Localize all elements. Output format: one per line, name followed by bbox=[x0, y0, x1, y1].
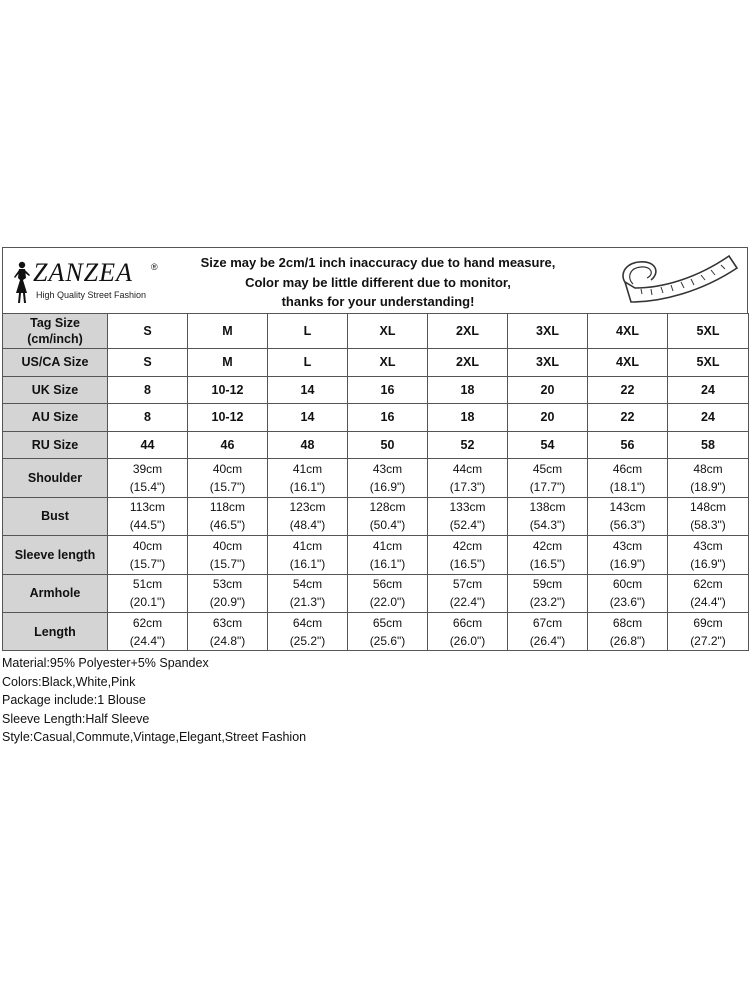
measurement-cm: 45cm bbox=[532, 462, 563, 477]
size-cell: 24 bbox=[668, 376, 749, 404]
tag-size-label-line-2: (cm/inch) bbox=[27, 332, 83, 346]
measurement-cell bbox=[348, 612, 428, 650]
measurement-cell bbox=[188, 536, 268, 574]
size-cell: 3XL bbox=[508, 349, 588, 377]
size-cell: 2XL bbox=[428, 349, 508, 377]
measurement-cell bbox=[428, 497, 508, 535]
measurement-cell bbox=[428, 459, 508, 497]
measurement-cm: 51cm bbox=[132, 577, 163, 592]
size-cell: 46 bbox=[188, 431, 268, 459]
size-cell: 5XL bbox=[668, 349, 749, 377]
tag-size-cell: M bbox=[188, 314, 268, 349]
size-conversion-row bbox=[3, 431, 749, 459]
spec-sleeve-length: Sleeve Length:Half Sleeve bbox=[2, 711, 150, 726]
measurement-inch: (21.3") bbox=[289, 595, 326, 610]
measurement-cm: 60cm bbox=[612, 577, 643, 592]
size-cell: 56 bbox=[588, 431, 668, 459]
measurement-inch: (26.0") bbox=[449, 633, 486, 648]
measurement-cm: 41cm bbox=[292, 538, 323, 553]
measurement-cm: 48cm bbox=[693, 462, 723, 477]
tag-size-cell: 4XL bbox=[588, 314, 668, 349]
tag-size-cell: 3XL bbox=[508, 314, 588, 349]
size-cell: 54 bbox=[508, 431, 588, 459]
measurement-inch: (16.1") bbox=[289, 480, 326, 495]
measurement-cm: 40cm bbox=[212, 538, 243, 553]
measurement-cm: 65cm bbox=[372, 615, 403, 630]
measurement-inch: (24.4") bbox=[690, 595, 726, 610]
measurement-cm: 57cm bbox=[452, 577, 483, 592]
measurement-inch: (23.2") bbox=[529, 595, 566, 610]
tag-size-cell: XL bbox=[348, 314, 428, 349]
measurement-cell bbox=[188, 612, 268, 650]
measurement-notice bbox=[183, 253, 573, 312]
measurement-row bbox=[3, 536, 749, 574]
measurement-cell bbox=[268, 612, 348, 650]
brand-logo bbox=[9, 256, 179, 306]
size-cell: L bbox=[268, 349, 348, 377]
measurement-cm: 69cm bbox=[693, 615, 723, 630]
measurement-inch: (44.5") bbox=[129, 518, 166, 533]
measurement-cm: 118cm bbox=[209, 500, 246, 515]
measurement-cm: 63cm bbox=[212, 615, 243, 630]
measurement-inch: (15.4") bbox=[129, 480, 166, 495]
size-cell: 18 bbox=[428, 404, 508, 432]
size-cell: 20 bbox=[508, 404, 588, 432]
size-cell: 16 bbox=[348, 376, 428, 404]
size-cell: 24 bbox=[668, 404, 749, 432]
tag-size-cell: S bbox=[108, 314, 188, 349]
measurement-cell bbox=[588, 574, 668, 612]
measurement-inch: (18.1") bbox=[609, 480, 646, 495]
notice-line-2: Color may be little different due to monitor, bbox=[245, 274, 511, 290]
size-cell: 58 bbox=[668, 431, 749, 459]
tag-size-label-line-1: Tag Size bbox=[30, 316, 80, 330]
size-cell: 22 bbox=[588, 376, 668, 404]
measurement-inch: (46.5") bbox=[209, 518, 246, 533]
measurement-inch: (16.9") bbox=[609, 556, 646, 571]
measurement-cell bbox=[348, 497, 428, 535]
size-cell: 20 bbox=[508, 376, 588, 404]
brand-tagline: High Quality Street Fashion bbox=[36, 290, 147, 300]
measurement-cm: 143cm bbox=[609, 500, 646, 515]
measurement-cm: 59cm bbox=[532, 577, 563, 592]
chart-header bbox=[2, 247, 748, 313]
measurement-cm: 62cm bbox=[693, 577, 723, 592]
measurement-inch: (52.4") bbox=[449, 518, 486, 533]
size-cell: 10-12 bbox=[188, 376, 268, 404]
size-chart bbox=[2, 247, 748, 746]
measurement-cm: 41cm bbox=[292, 462, 323, 477]
measurement-cell bbox=[588, 612, 668, 650]
tag-size-label bbox=[3, 314, 108, 349]
size-cell: 8 bbox=[108, 376, 188, 404]
size-conversion-row bbox=[3, 349, 749, 377]
measurement-inch: (22.0") bbox=[369, 595, 406, 610]
measurement-cell bbox=[668, 497, 749, 535]
row-label: RU Size bbox=[3, 431, 108, 459]
measurement-cell bbox=[508, 536, 588, 574]
spec-style: Style:Casual,Commute,Vintage,Elegant,Street Fashion bbox=[2, 729, 307, 744]
measurement-cell bbox=[508, 497, 588, 535]
measurement-inch: (20.1") bbox=[129, 595, 166, 610]
tag-size-cell: 2XL bbox=[428, 314, 508, 349]
measurement-cell bbox=[348, 536, 428, 574]
size-cell: 14 bbox=[268, 404, 348, 432]
measurement-row bbox=[3, 459, 749, 497]
spec-material: Material:95% Polyester+5% Spandex bbox=[2, 656, 209, 671]
measurement-inch: (25.2") bbox=[289, 633, 326, 648]
measurement-cell bbox=[348, 459, 428, 497]
size-cell: 4XL bbox=[588, 349, 668, 377]
measurement-cell bbox=[188, 459, 268, 497]
measurement-inch: (15.7") bbox=[209, 480, 246, 495]
measurement-inch: (16.1") bbox=[289, 556, 326, 571]
measurement-cell bbox=[428, 612, 508, 650]
measurement-cm: 44cm bbox=[452, 462, 483, 477]
size-cell: 52 bbox=[428, 431, 508, 459]
measurement-cm: 41cm bbox=[372, 538, 403, 553]
measurement-cell bbox=[268, 536, 348, 574]
size-cell: 14 bbox=[268, 376, 348, 404]
size-cell: 8 bbox=[108, 404, 188, 432]
row-label: Armhole bbox=[3, 574, 108, 612]
measurement-inch: (26.8") bbox=[609, 633, 646, 648]
tag-size-row bbox=[3, 314, 749, 349]
measurement-inch: (16.5") bbox=[529, 556, 566, 571]
measurement-cm: 43cm bbox=[372, 462, 403, 477]
measurement-cell bbox=[508, 574, 588, 612]
row-label: Sleeve length bbox=[3, 536, 108, 574]
size-cell: 50 bbox=[348, 431, 428, 459]
measurement-inch: (58.3") bbox=[690, 518, 726, 533]
size-cell: 22 bbox=[588, 404, 668, 432]
measurement-cm: 56cm bbox=[372, 577, 403, 592]
measurement-inch: (54.3") bbox=[529, 518, 566, 533]
measurement-cell bbox=[188, 497, 268, 535]
size-cell: 16 bbox=[348, 404, 428, 432]
measurement-cell bbox=[588, 536, 668, 574]
measurement-cell bbox=[588, 459, 668, 497]
measurement-inch: (50.4") bbox=[369, 518, 406, 533]
size-table bbox=[2, 313, 749, 651]
measurement-inch: (17.3") bbox=[449, 480, 486, 495]
measurement-inch: (26.4") bbox=[529, 633, 566, 648]
measurement-cell bbox=[428, 536, 508, 574]
row-label: Bust bbox=[3, 497, 108, 535]
measurement-inch: (27.2") bbox=[690, 633, 726, 648]
measurement-cell bbox=[108, 612, 188, 650]
row-label: US/CA Size bbox=[3, 349, 108, 377]
measurement-cell bbox=[108, 459, 188, 497]
size-cell: 18 bbox=[428, 376, 508, 404]
size-conversion-row bbox=[3, 404, 749, 432]
size-cell: M bbox=[188, 349, 268, 377]
measurement-cm: 43cm bbox=[612, 538, 643, 553]
measurement-inch: (25.6") bbox=[369, 633, 406, 648]
spec-colors: Colors:Black,White,Pink bbox=[2, 674, 136, 689]
measurement-cell bbox=[268, 574, 348, 612]
measurement-cm: 43cm bbox=[693, 538, 723, 553]
measurement-cell bbox=[508, 612, 588, 650]
registered-mark: ® bbox=[151, 262, 158, 272]
measurement-cell bbox=[668, 612, 749, 650]
measurement-inch: (18.9") bbox=[690, 480, 726, 495]
notice-line-1: Size may be 2cm/1 inch inaccuracy due to hand measure, bbox=[200, 255, 556, 270]
measurement-cm: 68cm bbox=[612, 615, 643, 630]
measurement-cell bbox=[668, 536, 749, 574]
measurement-row bbox=[3, 497, 749, 535]
measurement-cm: 138cm bbox=[529, 500, 566, 515]
measurement-cm: 42cm bbox=[532, 538, 563, 553]
measurement-cell bbox=[108, 574, 188, 612]
measurement-cm: 54cm bbox=[292, 577, 323, 592]
measuring-tape-icon bbox=[611, 252, 743, 310]
notice-line-3: thanks for your understanding! bbox=[281, 294, 475, 309]
measurement-cell bbox=[668, 459, 749, 497]
measurement-inch: (56.3") bbox=[609, 518, 646, 533]
measurement-inch: (16.1") bbox=[369, 556, 406, 571]
measurement-cell bbox=[668, 574, 749, 612]
size-conversion-row bbox=[3, 376, 749, 404]
measurement-inch: (15.7") bbox=[129, 556, 166, 571]
measurement-cm: 67cm bbox=[532, 615, 563, 630]
row-label: UK Size bbox=[3, 376, 108, 404]
measurement-cm: 40cm bbox=[212, 462, 243, 477]
measurement-inch: (15.7") bbox=[209, 556, 246, 571]
measurement-cm: 46cm bbox=[612, 462, 643, 477]
measurement-inch: (22.4") bbox=[449, 595, 486, 610]
measurement-cm: 53cm bbox=[212, 577, 243, 592]
measurement-cm: 62cm bbox=[132, 615, 163, 630]
measurement-cm: 133cm bbox=[449, 500, 486, 515]
measurement-cell bbox=[508, 459, 588, 497]
measurement-cell bbox=[268, 497, 348, 535]
measurement-cell bbox=[348, 574, 428, 612]
measurement-inch: (48.4") bbox=[289, 518, 326, 533]
measurement-cm: 42cm bbox=[452, 538, 483, 553]
tag-size-cell: L bbox=[268, 314, 348, 349]
measurement-inch: (16.5") bbox=[449, 556, 486, 571]
measurement-cell bbox=[108, 536, 188, 574]
row-label: Length bbox=[3, 612, 108, 650]
measurement-inch: (16.9") bbox=[369, 480, 406, 495]
size-cell: S bbox=[108, 349, 188, 377]
spec-package: Package include:1 Blouse bbox=[2, 693, 146, 708]
size-cell: 48 bbox=[268, 431, 348, 459]
measurement-inch: (24.4") bbox=[129, 633, 166, 648]
tag-size-cell: 5XL bbox=[668, 314, 749, 349]
measurement-row bbox=[3, 612, 749, 650]
measurement-cell bbox=[188, 574, 268, 612]
measurement-inch: (20.9") bbox=[209, 595, 246, 610]
row-label: AU Size bbox=[3, 404, 108, 432]
measurement-cm: 128cm bbox=[369, 500, 406, 515]
measurement-row bbox=[3, 574, 749, 612]
measurement-inch: (23.6") bbox=[609, 595, 646, 610]
measurement-cm: 64cm bbox=[292, 615, 323, 630]
size-cell: 44 bbox=[108, 431, 188, 459]
measurement-cell bbox=[428, 574, 508, 612]
measurement-cell bbox=[588, 497, 668, 535]
brand-name: ZANZEA bbox=[33, 258, 133, 287]
measurement-inch: (24.8") bbox=[209, 633, 246, 648]
measurement-cm: 66cm bbox=[452, 615, 483, 630]
size-cell: XL bbox=[348, 349, 428, 377]
measurement-cm: 39cm bbox=[132, 462, 163, 477]
measurement-cm: 148cm bbox=[689, 500, 727, 515]
measurement-cm: 123cm bbox=[289, 500, 326, 515]
measurement-cell bbox=[108, 497, 188, 535]
measurement-cm: 40cm bbox=[132, 538, 163, 553]
woman-silhouette-icon bbox=[11, 260, 31, 304]
measurement-inch: (17.7") bbox=[529, 480, 566, 495]
measurement-cm: 113cm bbox=[129, 500, 166, 515]
product-specs bbox=[2, 654, 748, 746]
measurement-inch: (16.9") bbox=[690, 556, 726, 571]
row-label: Shoulder bbox=[3, 459, 108, 497]
size-cell: 10-12 bbox=[188, 404, 268, 432]
measurement-cell bbox=[268, 459, 348, 497]
